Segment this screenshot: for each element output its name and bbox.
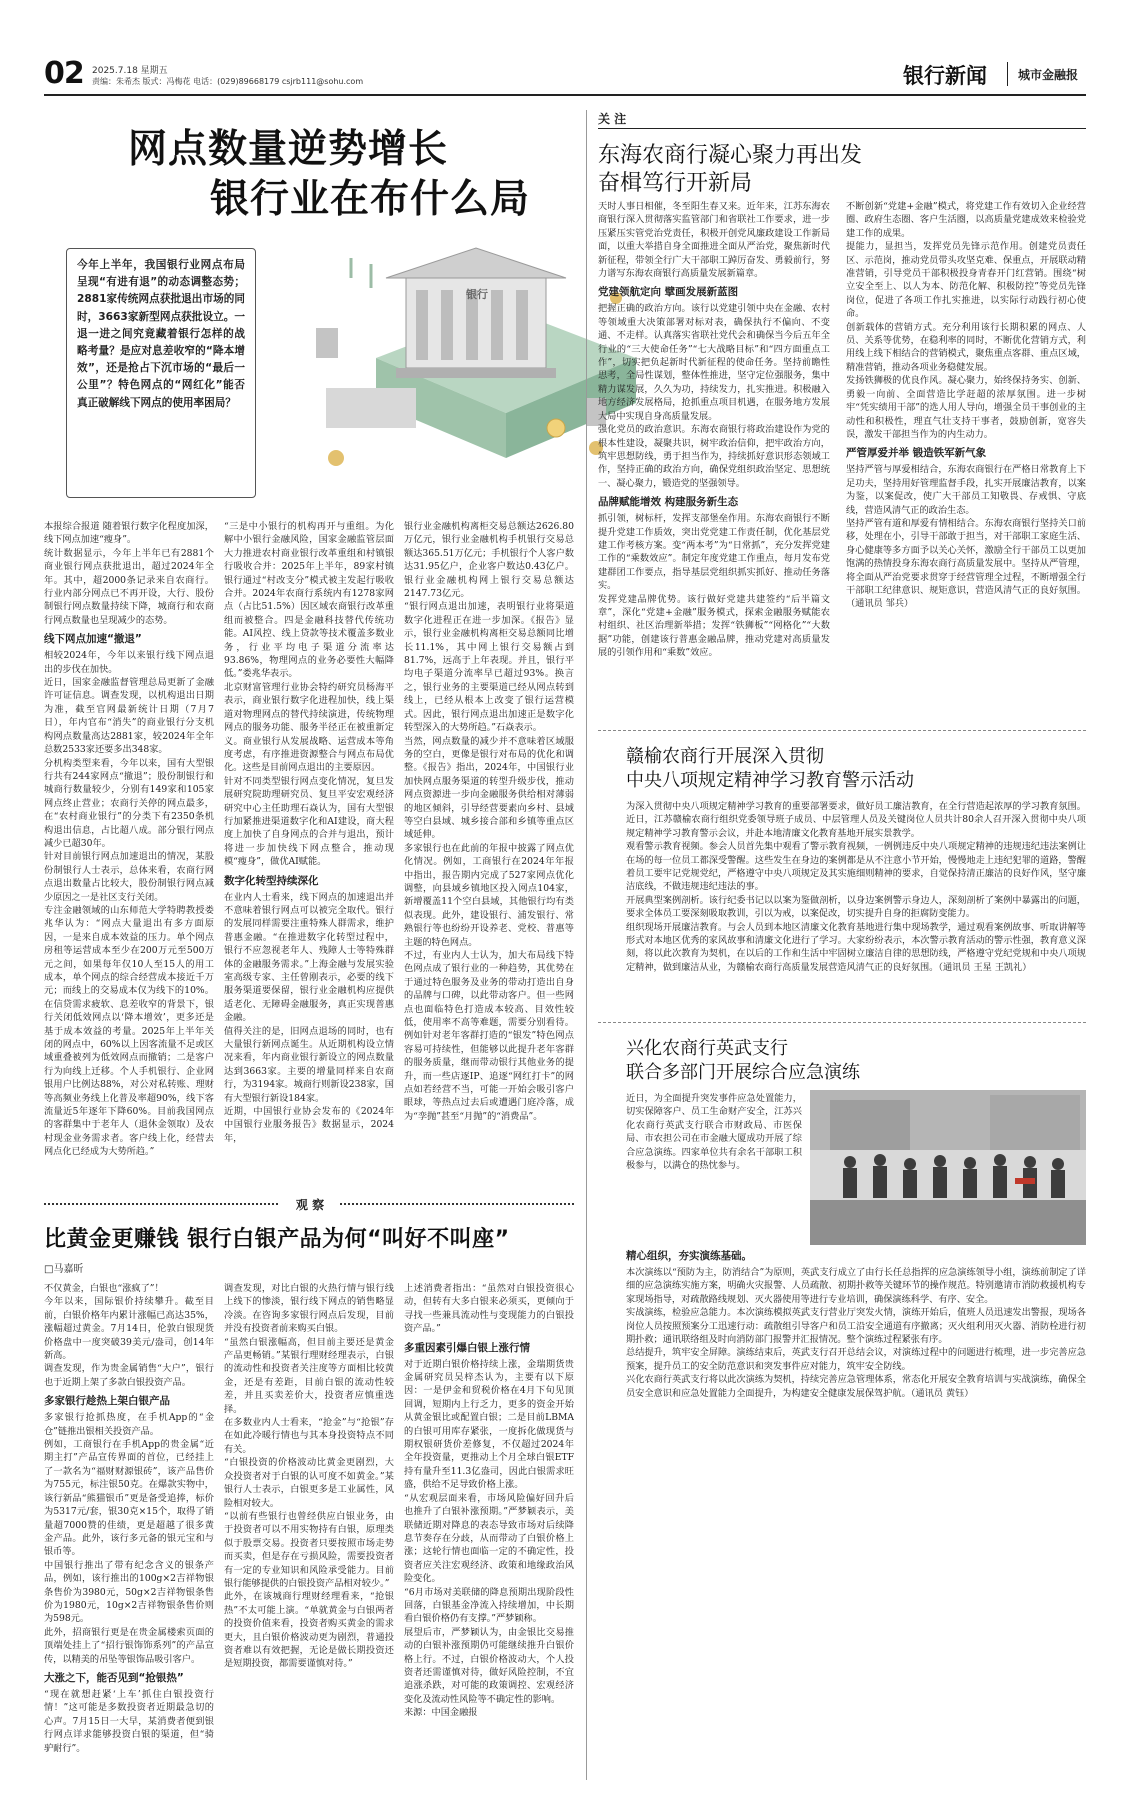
guancha-subhead-3: 多重因素引爆白银上涨行情 [404, 1341, 530, 1354]
xinghua-subhead-1: 精心组织，夯实演练基础。 [626, 1250, 752, 1262]
center-divider [586, 110, 587, 1780]
guancha-col1-text-b: 多家银行抢抓热度，在手机App的“金仓”链推出银相关投资产品。 例如，工商银行在手机App的贵金属“近期主打”产品宣传界面的首位，已经挂上了一款名为“福财财源银砖”，该产品售价为755元，标注银50克。在爆款实物中，该行新品“熊猫银币”更是备受追捧，标价为5317元/套，银30克×15个，取得了销量超7000赞的佳绩，更是超越了很多黄金产品。此外，该行多元备的银元宝和与银币等。 中国银行推出了带有纪念含义的银条产品，例如，该行推出的100g×2吉祥物银条售价为3980元，50g×2吉祥物银条售价为1980元，10g×2吉祥物银条售价则为598元。 此外，招商银行更是在贵金属楼索页面的顶端处挂上了“招行银饰饰系列”的产品宣传，以精美的吊坠等银饰品吸引客户。 [44, 1412, 214, 1665]
lead-intro: 今年上半年，我国银行业网点布局呈现“有进有退”的动态调整态势；2881家传统网点获批退出市场的同时，3663家新型网点获批设立。一退一进之间究竟藏着银行怎样的战略考量？是应对息差收窄的“降本增效”，还是抢占下沉市场的“最后一公里”？特色网点的“网红化”能否真正破解线下网点的使用率困局？ [77, 259, 245, 409]
lead-column-2 [224, 520, 394, 1185]
xinghua-intro-column [626, 1092, 802, 1242]
lead-illustration [256, 218, 656, 513]
lead-subhead-1: 线下网点加速“撤退” [44, 633, 142, 646]
guancha-label: 观 察 [280, 1196, 340, 1213]
guanzhu-col2-text-a: 不断创新“党建+金融”模式，将党建工作有效切入企业经营圈、政府生态圈、客户生活圈，以高质量党建成效来检验党建工作的成果。 提能力，显担当，发挥党员先锋示范作用。创建党员责任区、示范岗，推动党员带头攻坚克难、保重点，开展联动精准营销，引导党员干部积极投身青春开门红营销。围绕“树立安全至上、以人为本、防范化解、积极防控”等党员先锋岗位，促进了各项工作扎实推进，以实际行动践行初心使命。 创新载体的营销方式。充分利用该行长期积累的网点、人员、关系等优势，在稳利率的同时，不断优化营销方式，利用线上线下相结合的营销模式，聚焦重点客群、重点区域，精准营销，推动各项业务稳健发展。 发扬铁狮极的优良作风。凝心聚力，始终保持务实、创新、勇毅一向前、全面营造比学赶超的浓厚氛围。进一步树牢“凭实绩用干部”的选人用人导向，增强全员干事创业的主动性和积极性，理直气壮支持干事者，鼓励创新，宽容失误，激发干部担当作为的内生动力。 [846, 201, 1086, 440]
editor-info: 责编：朱希杰 版式：冯梅花 电话：(029)89668179 csjrb111@sohu.com [92, 77, 364, 86]
guancha-col1-text-a: 不仅黄金，白银也“涨疯了”！ 今年以来，国际银价持续攀升。截至目前，白银价格年内累计涨幅已高达35%，涨幅超过黄金。7月14日，伦敦白银现货价格盘中一度突破39美元/盎司，创14年新高。 调查发现，作为贵金属销售“大户”，银行也于近期上架了多款白银投资产品。 [44, 1283, 214, 1388]
lead-col1-text-a: 本报综合报道 随着银行数字化程度加深，线下网点加速“瘦身”。 统计数据显示，今年上半年已有2881个商业银行网点获批退出，超过2024年全年。其中，超2000条记录来自农商行。行业内部分网点已不再开设，大行、股份制银行网点数量持续下降，城商行和农商行网点数量也呈现减少的态势。 [44, 521, 214, 626]
ganyu-title-line2: 中央八项规定精神学习教育警示活动 [626, 770, 914, 791]
guanzhu-title-line2: 奋楫笃行开新局 [598, 171, 753, 196]
xinghua-text-b: 本次演练以“预防为主，防消结合”为原则，英武支行成立了由行长任总指挥的应急演练领导小组，演练前制定了详细的应急演练实施方案，明确火灾报警、人员疏散、初期扑救等关键环节的操作规范。特别邀请市消防救援机构专家现场指导，对疏散路线规划、灭火器使用等进行专业培训，确保演练科学、有序、安全。 实战演练，检验应急能力。本次演练模拟英武支行营业厅突发火情，演练开始后，值班人员迅速发出警报，现场各岗位人员按照预案分工迅速行动：疏散组引导客户和员工沿安全通道有序撤离；灭火组利用灭火器、消防栓进行初期扑救；通讯联络组及时向消防部门报警并汇报情况。整个演练过程紧张有序。 总结提升，筑牢安全屏障。演练结束后，英武支行召开总结会议，对演练过程中的问题进行梳理，进一步完善应急预案，提升员工的安全防范意识和突发事件应对能力，筑牢安全防线。 兴化农商行英武支行将以此次演练为契机，持续完善应急管理体系，常态化开展安全教育培训与实战演练，确保全员安全意识和应急处置能力全面提升，为构建安全健康发展保驾护航。（通讯员 黄钰） [626, 1267, 1086, 1399]
ganyu-title-line1: 赣榆农商行开展深入贯彻 [626, 746, 824, 767]
xinghua-divider [598, 1022, 1086, 1023]
guancha-col2-text: 调查发现，对比白银的火热行情与银行线上线下的惨淡，银行线下网点的销售略显冷淡。在咨询多家银行网点后发现，目前并没有投资者前来购买白银。 “虽然白银涨幅高，但目前主要还是黄金产品更畅销。”某银行理财经理表示，白银的流动性和投资者关注度等方面相比较黄金，还是有差距，目前白银的流动性较差，并且买卖差价大，投资者应慎重选择。 在多数业内人士看来，“抢金”与“抢银”存在如此冷暖行情也与其本身投资特点不同有关。 “白银投资的价格波动比黄金更剧烈，大众投资者对于白银的认可度不如黄金。”某银行人士表示，白银更多是工业属性，风险相对较大。 “以前有些银行也曾经供应白银业务，由于投资者可以不用实物持有白银，原理类似于股票交易。投资者只要按照市场走势而买卖，但是存在亏损风险，需要投资者有一定的专业知识和风险承受能力。目前银行能够提供的白银投资产品相对较少。” 此外，在该城商行理财经理看来，“抢银热”不太可能上演。“单就黄金与白银两者的投资价值来看，投资者购买黄金的需求更大，且白银价格波动更为剧烈，普通投资者难以有效把握，无论是做长期投资还是短期投资，都需要谨慎对待。” [224, 1283, 394, 1670]
guanzhu-col1-text-c: 抓引领，树标杆，发挥支部堡垒作用。东海农商银行不断提升党建工作质效，突出党党建工作责任制，优化基层党建工作考核方案。变“两本考”为“日常抓”，充分发挥党建工作的“乘数效应”。制定年度党建工作重点，每月发布党建群团工作要点，指导基层党组织抓实抓好、推动任务落实。 发挥党建品牌优势。该行做好党建共建签约“后半篇文章”，深化“党建+金融”服务模式，探索金融服务赋能农村组织、社区治理新举措；发挥“铁狮板”“网格化”“大数据”功能，创建该行普惠金融品牌，推动党建对高质量发展的引领作用和“乘数”效应。 [598, 513, 830, 659]
guanzhu-col2-text-b: 坚持严管与厚爱相结合，东海农商银行在严格日常教育上下足功夫，坚持用好管理监督手段，扎实开展廉洁教育，以案为鉴，以案促改，使广大干部员工知敬畏、存戒惧、守底线，营造风清气正的政治生态。 坚持严管有道和厚爱有情相结合。东海农商银行坚持关口前移，处理在小，引导干部敢于担当，对干部职工家庭生活、身心健康等多方面予以关心关怀，激励全行干部员工以更加饱满的热情投身东海农商行高质量发展中。坚持从严管理，将全面从严治党要求贯穿于经营管理全过程，不断增强全行干部职工纪律意识、规矩意识，营造风清气正的良好氛围。（通讯员 邹兵） [846, 464, 1086, 610]
ganyu-divider [598, 730, 1086, 731]
guanzhu-col1-text-b: 把握正确的政治方向。该行以党建引领中央在金融、农村等领域重大决策部署对标对表，确保执行不偏向、不变通、不走样。认真落实省联社党代会和确保当今后五年全行业的“三大使命任务”“七大战略目标”和“四方面重点工作”，切实把负起新时代新征程的使命任务。坚持前瞻性思考，全局性谋划，整体性推进，坚守定位强服务，集中精力谋发展，久久为功，持续发力，扎实推进。积极融入地方经济发展格局，抢抓重点项目机遇，在服务地方发展大局中实现自身高质量发展。 强化党员的政治意识。东海农商银行将政治建设作为党的根本性建设，凝聚共识，树牢政治信仰，把牢政治方向，筑牢思想防线，勇于担当作为，持续抓好意识形态领域工作，坚持正确的政治方向，确保党组织政治坚定、思想统一、凝心聚力，锻造党的坚强领导。 [598, 303, 830, 489]
lead-column-1 [44, 520, 214, 1185]
xinghua-title-line2: 联合多部门开展综合应急演练 [626, 1062, 860, 1083]
xinghua-photo [810, 1090, 1086, 1245]
lead-col2-text-b: 在业内人士看来，线下网点的加速退出并不意味着银行网点可以被完全取代。银行的发展同样需要注重特殊人群需求，维护普惠金融。“在推进数字化转型过程中，银行不应忽视老年人、残障人士等特殊群体的金融服务需求。”上海金融与发展实验室高级专家、主任曾刚表示，必要的线下服务渠道要保留，银行业金融机构应提供适老化、无障碍金融服务，真正实现普惠金融。 值得关注的是，旧网点退场的同时，也有大量银行新网点诞生。从近期机构设立情况来看，年内商业银行新设立的网点数量达到3663家。主要的增量同样来自农商行，为3194家。城商行则新设238家，国有大型银行新设184家。 近期，中国银行业协会发布的《2024年中国银行业服务报告》数据显示，2024年， [224, 891, 394, 1144]
page-number: 02 [44, 56, 84, 91]
ganyu-text: 为深入贯彻中央八项规定精神学习教育的重要部署要求，做好员工廉洁教育，在全行营造起浓厚的学习教育氛围。近日，江苏赣榆农商行组织党委领导班子成员、中层管理人员及关键岗位人员共计80余人召开深入贯彻中央八项规定精神学习教育警示会议，并赴本地清廉文化教育基地开展实景教学。 观看警示教育视频。参会人员首先集中观看了警示教育视频，一例例违反中央八项规定精神的违规违纪违法案例让在场的每一位员工都深受警醒。这些发生在身边的案例都是从不注意小节开始，慢慢地走上违纪犯罪的道路，警醒着员工要牢记党规党纪，严格遵守中央八项规定及其实施细则精神的要求，自觉保持清正廉洁的良好作风，坚守廉洁底线，不做违规违纪违法的事。 开展典型案例剖析。该行纪委书记以以案为鉴做剖析，以身边案例警示身边人，深刻剖析了案例中暴露出的问题，要求全体员工要深刻吸取教训，引以为戒，以案促改，切实提升自身的拒腐防变能力。 组织现场开展廉洁教育。与会人员到本地区清廉文化教育基地进行集中现场教学，通过观看案例故事、听取讲解等形式对本地区优秀的家风故事和清廉文化进行了学习。大家纷纷表示，本次警示教育活动的警示性强，教育意义深刻，将以此次教育为契机，在以后的工作和生活中牢固树立廉洁自律的思想防线，严格遵守党纪党规和中央八项规定精神，做到廉洁从业，为赣榆农商行高质量发展营造风清气正的良好氛围。（通讯员 王星 王凯礼） [626, 801, 1086, 973]
lead-subhead-2: 数字化转型持续深化 [224, 874, 319, 887]
lead-intro-box [66, 248, 256, 498]
issue-date: 2025.7.18 星期五 [92, 66, 168, 76]
photo-caption [810, 1090, 811, 1091]
guancha-headline: 比黄金更赚钱 银行白银产品为何“叫好不叫座” [44, 1227, 510, 1252]
guanzhu-subhead-3: 严管厚爱并举 锻造铁军新气象 [846, 447, 987, 460]
xinghua-body [626, 1248, 1086, 1778]
guancha-col3-text-b: 对于近期白银价格持续上涨，金瑞期货贵金属研究员吴梓杰认为，主要有以下原因：一是伊金和贸税价格在4月下旬见顶回调，短期内上行乏力，更多的资金开始从黄金银比或配置白银；二是目前LBMA的白银可用库存紧张，一度拆化做现货与期权银研货价差修复，不仅超过2024年全年投资量，更推动上个月全球白银ETF持有量升至11.3亿盎司，因此白银需求旺盛，供给不足导致价格上涨。 “从宏观层面来看，市场风险偏好回升后也推升了白银补涨预期。”严梦颖表示，美联储近期对降息的表态导致市场对后续降息节奏存在分歧，从而带动了白银价格上涨；这轮行情也面临一定的不确定性，投资者应关注宏观经济、政策和地缘政治风险变化。 “6月市场对美联储的降息预期出现阶段性回落，白银基金净流入持续增加，中长期看白银价格仍有支撑。”严梦颖称。 展望后市，严梦颖认为，由金银比交易推动的白银补涨预期仍可能继续推升白银价格上行。不过，白银价格波动大，个人投资者还需谨慎对待，做好风险控制，不宜追涨杀跌，对可能的政策调控、宏观经济变化及流动性风险等不确定性的影响。 来源：中国金融报 [404, 1358, 574, 1719]
header-rule [44, 94, 1086, 96]
guancha-subhead-2: 大涨之下，能否见到“抢银热” [44, 1671, 184, 1684]
guancha-col3-text-a: 上述消费者指出：“虽然对白银投资很心动，但转有大多白银来必须买，更倾向于寻找一些兼具流动性与变现能力的白银投资产品。” [404, 1283, 574, 1335]
lead-headline-line2: 银行业在布什么局 [210, 177, 531, 222]
guanzhu-rule [598, 128, 1086, 129]
guancha-column-3 [404, 1282, 574, 1780]
guanzhu-column-1 [598, 200, 830, 720]
guanzhu-title-line1: 东海农商行凝心聚力再出发 [598, 143, 863, 168]
ganyu-body [626, 800, 1086, 1010]
header-divider-vertical [1007, 62, 1008, 86]
guancha-col1-text-c: “现在就想赶紧‘上车’抓住白银投资行情！”这可能是多数投资者近期最急切的心声。7月15日一大早，某消费者便到银行网点详求能够投资白银的渠道，但“骑驴耐行”。 [44, 1688, 214, 1754]
guancha-column-2 [224, 1282, 394, 1780]
guancha-author: □马嘉昕 [44, 1264, 84, 1275]
lead-col3-text: 银行业金融机构离柜交易总额达2626.80万亿元，银行业金融机构手机银行交易总额达365.51万亿元；手机银行个人客户数达31.95亿户，企业客户数达0.43亿户。银行业金融机构网上银行交易总额达2147.73亿元。 “银行网点退出加速，表明银行业将渠道数字化进程正在进一步加深。《报告》显示，银行业金融机构离柜交易总额同比增长11.1%，其中网上银行交易额占到81.7%，远高于上年表现。并且，银行平均电子渠道分流率早已超过93%。换言之，银行业务的主要渠道已经从网点转到线上，已经从根本上改变了银行运营模式。因此，银行网点退出加速正是数字化转型深入的大势所趋。”石焱表示。 当然，网点数量的减少并不意味着区域服务的空白，更像是银行对布局的优化和调整。《报告》指出，2024年，中国银行业加快网点服务渠道的转型升级步伐，推动网点资源进一步向金融服务供给相对薄弱的地区倾斜，引导经营要素向乡村、县域等空白县域、城乡接合部和乡镇等重点区域延伸。 多家银行也在此前的年报中披露了网点优化情况。例如，工商银行在2024年年报中指出，报告期内完成了527家网点优化调整，向县域乡镇地区投入网点104家，新增覆盖11个空白县域，其他银行均有类似表现。此外，建设银行、浦发银行、常熟银行等也纷纷开设养老、党校、普惠等主题的特色网点。 不过，有业内人士认为，加大布局线下特色网点成了银行业的一种趋势，其优势在于通过特色服务及业务的带动打造出自身的品牌与口碑，以此带动客户。但一些网点也面临特色打造成本较高、目效性较低，使用率不高等难题，需要分别看待。例如针对老年客群打造的“银发”特色网点容易可持续性，但能够以此提升老年客群的服务质量，继而带动银行其他业务的提升，而一些店逐IP、追逐“网红打卡”的网点如若经营不当，可能一开始会吸引客户眼球，等热点过去后或遭遇门庭冷落，成为“孪抛”甚至“月抛”的“消费品”。 [404, 521, 574, 1122]
guanzhu-label: 关 注 [598, 112, 627, 126]
illustration-bank-sign: 银行 [466, 288, 488, 301]
xinghua-title-line1: 兴化农商行英武支行 [626, 1038, 788, 1059]
lead-col1-text-b: 相较2024年，今年以来银行线下网点退出的步伐在加快。 近日，国家金融监督管理总局更新了金融许可证信息。调查发现，以机构退出日期为准，截至官网最新统计日期（7月7日），年内官布“消失”的商业银行分支机构网点数量高达2881家，较2024年全年总数2533家还要多出348家。 分机构类型来看，今年以来，国有大型银行共有244家网点“撤退”；股份制银行和城商行数量较少，分别有149家和105家网点终止营业；农商行关停的网点最多，在“农村商业银行”的分类下有2350条机构退出信息，占比超八成。部分银行网点减少已超30年。 针对目前银行网点加速退出的情况，某股份制银行人士表示，总体来看，农商行网点退出数量占比较大，股份制银行网点减少原因之一是社区支行关闭。 专注金融领域的山东师范大学特聘教授娄兆华认为：“网点大量退出有多方面原因，一是来自成本效益的压力。单个网点房租等运营成本至少在200万元至500万元之间，如果每年仅10人至15人的用工成本，单个网点的综合经营成本接近千万元；而线上的交易成本仅为线下的10%。在信贷需求疲软、息差收窄的背景下，银行关闭低效网点以‘降本增效’，更多还是基于成本效益的考量。2025年上半年关闭的网点中，60%以上因客流量不足或区域重叠被列为低效网点而撤销；二是客户行为向线上迁移。个人手机银行、企业网银用户比例达88%，对公对私转账、理财等高频业务线上化普及率超90%，线下客流量近5年逐年下降60%。目前我国网点的客群集中于老年人（退休金领取）及农村现金业务需求者。客户线上化，经营去网点化已经成为大势所趋。” [44, 650, 214, 1158]
lead-column-3 [404, 520, 574, 1185]
lead-headline-line1: 网点数量逆势增长 [128, 127, 449, 172]
guancha-subhead-1: 多家银行趁热上架白银产品 [44, 1395, 170, 1408]
guanzhu-column-2 [846, 200, 1086, 720]
guancha-column-1 [44, 1282, 214, 1780]
guanzhu-col1-text-a: 天时人事日相催，冬至阳生春又来。近年来，江苏东海农商银行深入贯彻落实监管部门和省联社工作要求，进一步压紧压实管党治党责任，积极开创党风廉政建设工作新局面，以重大举措自身全面推进全面从严治党，聚焦新时代新征程，带领全行广大干部职工踔厉奋发、勇毅前行，努力谱写东海农商银行高质量发展新篇章。 [598, 201, 830, 280]
section-name: 银行新闻 [903, 64, 987, 88]
guanzhu-subhead-2: 品牌赋能增效 构建服务新生态 [598, 496, 739, 509]
xinghua-text-a: 近日，为全面提升突发事件应急处置能力，切实保障客户、员工生命财产安全，江苏兴化农商行英武支行联合市财政局、市医保局、市农担公司在市金融大厦成功开展了综合应急演练。四家单位共有余名干部职工积极参与，以满仓的热忱参与。 [626, 1093, 802, 1172]
lead-col2-text-a: “三是中小银行的机构再开与重组。为化解中小银行金融风险，国家金融监管层面大力推进农村商业银行改革重组和村镇银行吸收合并：2025年上半年，89家村镇银行通过“村改支分”模式被主发起行吸收合并。2024年农商行系统内有1278家网点（占比51.5%）因区域农商银行改革重组而被整合。四是金融科技替代传统功能。AI风控、线上贷款等技术覆盖多数业务，行业平均电子渠道分流率达93.86%，物理网点的业务必要性大幅降低。”娄兆华表示。 北京财富管理行业协会特约研究员杨海平表示，商业银行数字化进程加快，线上渠道对物理网点的替代持续演进，传统物理网点的服务功能、服务半径正在被重新定义。商业银行从发展战略、运营成本等角度考虑，有序推进资源整合与网点布局优化。这些是目前网点退出的主要原因。 针对不同类型银行网点变化情况，复旦发展研究院助理研究员、复旦平安宏观经济研究中心主任助理石焱认为，国有大型银行加紧推进渠道数字化和AI建设，商大程度上加快了自身网点的合并与退出，预计将进一步加快线下网点整合，推动现模“瘦身”，做优AI赋能。 [224, 521, 394, 868]
paper-name: 城市金融报 [1018, 68, 1079, 82]
guanzhu-subhead-1: 党建领航定向 擘画发展新蓝图 [598, 286, 739, 299]
